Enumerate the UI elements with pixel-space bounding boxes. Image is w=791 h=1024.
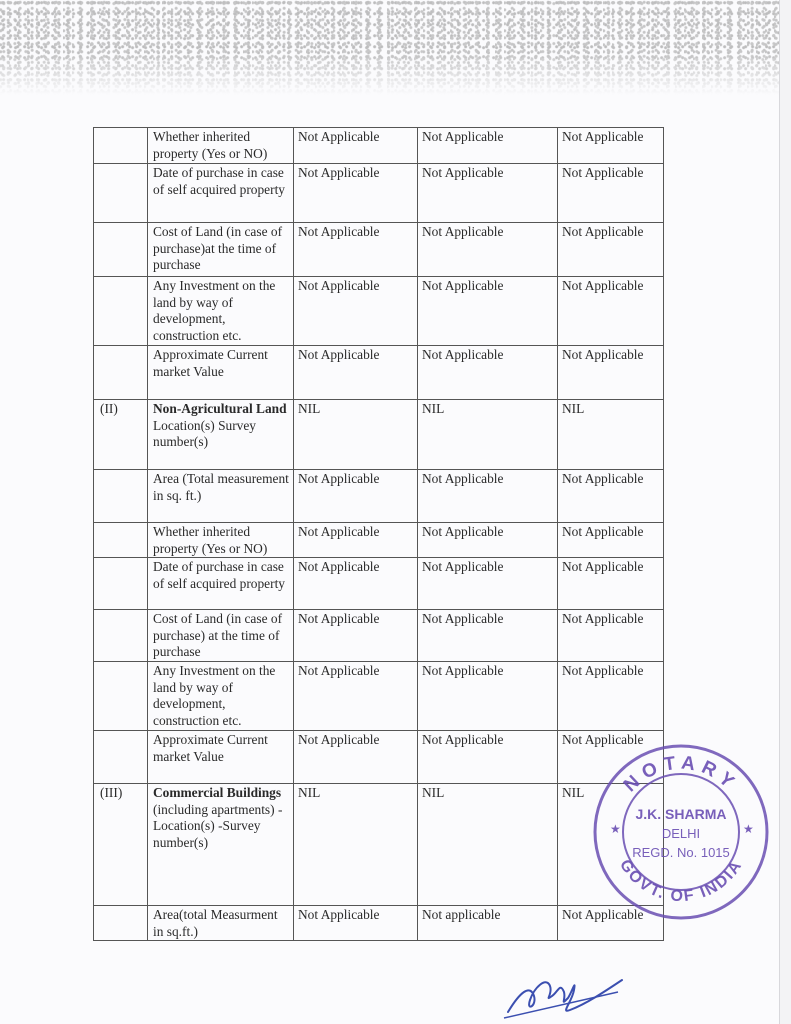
- svg-text:GOVT. OF INDIA: [616, 857, 746, 906]
- description-text: Approximate Current market Value: [153, 732, 268, 764]
- section-heading: Commercial Buildings: [153, 785, 282, 801]
- description-cell: [148, 400, 294, 470]
- table-row: [94, 523, 664, 558]
- table-row: [94, 784, 664, 906]
- description-cell: [148, 346, 294, 400]
- value-cell: Not Applicable: [294, 470, 418, 523]
- stamp-regd: REGD. No. 1015: [632, 845, 730, 860]
- description-text: Date of purchase in case of self acquired property: [153, 559, 285, 591]
- value-cell: Not Applicable: [294, 277, 418, 346]
- value-cell: Not Applicable: [418, 610, 558, 662]
- description-cell: [148, 223, 294, 277]
- table-row: [94, 223, 664, 277]
- value-cell: NIL: [418, 400, 558, 470]
- value-cell: NIL: [558, 400, 664, 470]
- section-cell: (III): [94, 784, 148, 906]
- section-cell: [94, 610, 148, 662]
- value-cell: NIL: [294, 400, 418, 470]
- value-cell: Not Applicable: [294, 731, 418, 784]
- section-heading: Non-Agricultural Land: [153, 401, 287, 416]
- table-row: [94, 610, 664, 662]
- section-cell: [94, 128, 148, 164]
- stamp-top-text: NOTARY: [619, 752, 743, 797]
- notary-stamp: [592, 743, 770, 921]
- section-cell: [94, 164, 148, 223]
- section-cell: [94, 558, 148, 610]
- star-icon: ★: [743, 822, 754, 836]
- table-row: [94, 470, 664, 523]
- value-cell: Not Applicable: [418, 164, 558, 223]
- description-text: Whether inherited property (Yes or NO): [153, 129, 268, 161]
- value-cell: Not Applicable: [418, 277, 558, 346]
- signature: [500, 962, 625, 1022]
- value-cell: Not Applicable: [558, 470, 664, 523]
- section-cell: [94, 346, 148, 400]
- value-cell: Not Applicable: [558, 277, 664, 346]
- value-cell: Not Applicable: [294, 906, 418, 941]
- value-cell: Not Applicable: [558, 610, 664, 662]
- description-text: Cost of Land (in case of purchase)at the time of purchase: [153, 224, 283, 273]
- value-cell: Not Applicable: [558, 731, 664, 784]
- description-cell: [148, 731, 294, 784]
- description-text: Area (Total measurement in sq. ft.): [153, 471, 289, 503]
- value-cell: Not applicable: [418, 906, 558, 941]
- description-cell: [148, 558, 294, 610]
- description-cell: [148, 470, 294, 523]
- description-text: Whether inherited property (Yes or NO): [153, 524, 268, 556]
- value-cell: Not Applicable: [558, 523, 664, 558]
- scan-noise: [0, 0, 779, 95]
- value-cell: Not Applicable: [558, 662, 664, 731]
- section-cell: [94, 470, 148, 523]
- value-cell: Not Applicable: [294, 164, 418, 223]
- description-cell: [148, 523, 294, 558]
- section-cell: [94, 523, 148, 558]
- value-cell: NIL: [294, 784, 418, 906]
- value-cell: Not Applicable: [418, 223, 558, 277]
- value-cell: Not Applicable: [558, 346, 664, 400]
- value-cell: Not Applicable: [294, 610, 418, 662]
- section-cell: [94, 731, 148, 784]
- asset-declaration-table: [93, 127, 664, 941]
- table-row: [94, 558, 664, 610]
- table-row: [94, 346, 664, 400]
- section-cell: [94, 277, 148, 346]
- description-text: Any Investment on the land by way of development, construction etc.: [153, 663, 276, 728]
- description-text: Any Investment on the land by way of development, construction etc.: [153, 278, 276, 343]
- value-cell: Not Applicable: [558, 223, 664, 277]
- description-text: Approximate Current market Value: [153, 347, 268, 379]
- description-cell: [148, 784, 294, 906]
- value-cell: NIL: [418, 784, 558, 906]
- value-cell: Not Applicable: [294, 346, 418, 400]
- section-cell: [94, 906, 148, 941]
- value-cell: Not Applicable: [294, 662, 418, 731]
- value-cell: Not Applicable: [418, 731, 558, 784]
- description-cell: [148, 164, 294, 223]
- description-text: Area(total Measurment in sq.ft.): [153, 907, 278, 939]
- value-cell: Not Applicable: [558, 164, 664, 223]
- stamp-city: DELHI: [661, 826, 701, 841]
- value-cell: Not Applicable: [418, 662, 558, 731]
- stamp-bottom-text: GOVT. OF INDIA: [616, 856, 746, 906]
- table-row: [94, 662, 664, 731]
- value-cell: Not Applicable: [418, 523, 558, 558]
- value-cell: Not Applicable: [294, 128, 418, 164]
- value-cell: Not Applicable: [418, 558, 558, 610]
- table-row: [94, 906, 664, 941]
- value-cell: Not Applicable: [418, 128, 558, 164]
- star-icon: ★: [610, 822, 621, 836]
- value-cell: Not Applicable: [558, 558, 664, 610]
- value-cell: Not Applicable: [558, 128, 664, 164]
- description-text: Date of purchase in case of self acquired property: [153, 165, 285, 197]
- description-cell: [148, 662, 294, 731]
- value-cell: Not Applicable: [418, 470, 558, 523]
- value-cell: NIL: [558, 784, 664, 906]
- table-row: [94, 400, 664, 470]
- stamp-name: J.K. SHARMA: [635, 806, 727, 822]
- section-cell: [94, 662, 148, 731]
- section-cell: (II): [94, 400, 148, 470]
- description-text: Location(s) Survey number(s): [153, 417, 257, 450]
- value-cell: Not Applicable: [294, 223, 418, 277]
- description-text: (including apartments) -Location(s) -Survey number(s): [153, 801, 283, 850]
- description-cell: [148, 277, 294, 346]
- value-cell: Not Applicable: [294, 523, 418, 558]
- table-row: [94, 277, 664, 346]
- table-row: [94, 731, 664, 784]
- description-text: Cost of Land (in case of purchase) at the time of purchase: [153, 611, 283, 660]
- description-cell: [148, 610, 294, 662]
- description-cell: [148, 906, 294, 941]
- table-row: [94, 128, 664, 164]
- value-cell: Not Applicable: [558, 906, 664, 941]
- value-cell: Not Applicable: [294, 558, 418, 610]
- section-cell: [94, 223, 148, 277]
- value-cell: Not Applicable: [418, 346, 558, 400]
- description-cell: [148, 128, 294, 164]
- table-row: [94, 164, 664, 223]
